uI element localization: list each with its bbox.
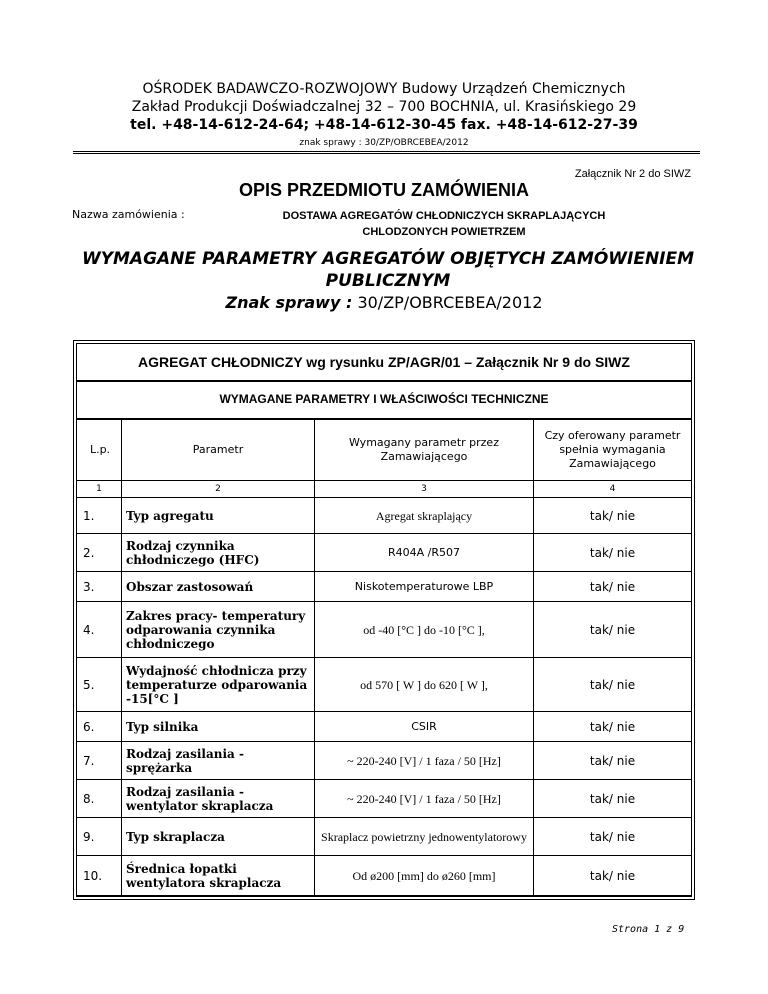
- row-parameter: Rodzaj czynnika chłodniczego (HFC): [122, 534, 315, 572]
- header-compliance: Czy oferowany parametr spełnia wymagania Zamawiającego: [534, 420, 692, 481]
- row-number: 6.: [77, 712, 122, 742]
- row-parameter: Średnica łopatki wentylatora skraplacza: [122, 856, 315, 896]
- row-required-value: od -40 [°C ] do -10 [°C ],: [315, 602, 534, 658]
- row-required-value: CSIR: [315, 712, 534, 742]
- col-number: 1: [77, 481, 122, 498]
- order-name-label: Nazwa zamówienia :: [72, 208, 185, 221]
- col-number: 3: [315, 481, 534, 498]
- params-section-title: WYMAGANE PARAMETRY I WŁAŚCIWOŚCI TECHNICZNE: [77, 382, 691, 419]
- header-line-institute: OŚRODEK BADAWCZO-ROZWOJOWY Budowy Urządzeń Chemicznych: [142, 81, 626, 97]
- row-number: 9.: [77, 818, 122, 856]
- row-number: 8.: [77, 780, 122, 818]
- main-title: WYMAGANE PARAMETRY AGREGATÓW OBJĘTYCH ZAMÓWIENIEM PUBLICZNYM: [81, 249, 695, 291]
- row-number: 3.: [77, 572, 122, 602]
- row-compliance: tak/ nie: [534, 498, 692, 534]
- header-lp: L.p.: [77, 420, 122, 481]
- table-row: [77, 602, 691, 658]
- page-number: Strona 1 z 9: [612, 924, 685, 935]
- row-number: 10.: [77, 856, 122, 896]
- table-row: [77, 856, 691, 896]
- row-parameter: Typ silnika: [122, 712, 315, 742]
- row-parameter: Rodzaj zasilania - wentylator skraplacza: [122, 780, 315, 818]
- table-row: [77, 742, 691, 780]
- order-name-value: DOSTAWA AGREGATÓW CHŁODNICZYCH SKRAPLAJĄCYCH CHLODZONYCH POWIETRZEM: [282, 210, 606, 238]
- row-compliance: tak/ nie: [534, 602, 692, 658]
- header-line-contact: tel. +48-14-612-24-64; +48-14-612-30-45 fax. +48-14-612-27-39: [130, 117, 638, 133]
- parameters-table: [77, 419, 691, 896]
- table-row: [77, 534, 691, 572]
- table-row: [77, 818, 691, 856]
- row-compliance: tak/ nie: [534, 742, 692, 780]
- row-parameter: Zakres pracy- temperatury odparowania czynnika chłodniczego: [122, 602, 315, 658]
- row-required-value: Agregat skraplający: [315, 498, 534, 534]
- row-number: 4.: [77, 602, 122, 658]
- row-compliance: tak/ nie: [534, 572, 692, 602]
- row-compliance: tak/ nie: [534, 658, 692, 712]
- row-required-value: Od ø200 [mm] do ø260 [mm]: [315, 856, 534, 896]
- table-row: [77, 658, 691, 712]
- row-number: 5.: [77, 658, 122, 712]
- row-required-value: ~ 220-240 [V] / 1 faza / 50 [Hz]: [315, 742, 534, 780]
- row-parameter: Obszar zastosowań: [122, 572, 315, 602]
- case-reference: [0, 293, 768, 312]
- row-number: 2.: [77, 534, 122, 572]
- case-reference-value: 30/ZP/OBRCEBEA/2012: [357, 293, 543, 312]
- row-required-value: ~ 220-240 [V] / 1 faza / 50 [Hz]: [315, 780, 534, 818]
- row-compliance: tak/ nie: [534, 818, 692, 856]
- row-compliance: tak/ nie: [534, 780, 692, 818]
- row-compliance: tak/ nie: [534, 534, 692, 572]
- col-number: 2: [122, 481, 315, 498]
- table-row: [77, 780, 691, 818]
- row-number: 1.: [77, 498, 122, 534]
- header-required: Wymagany parametr przez Zamawiającego: [315, 420, 534, 481]
- row-required-value: R404A /R507: [315, 534, 534, 572]
- row-parameter: Rodzaj zasilania - sprężarka: [122, 742, 315, 780]
- table-row: [77, 572, 691, 602]
- header-divider-2: [73, 153, 700, 154]
- header-divider: [73, 151, 700, 152]
- header-line-case-ref: znak sprawy : 30/ZP/OBRCEBEA/2012: [299, 138, 469, 148]
- row-compliance: tak/ nie: [534, 856, 692, 896]
- col-number: 4: [534, 481, 692, 498]
- row-required-value: Niskotemperaturowe LBP: [315, 572, 534, 602]
- case-reference-label: Znak sprawy :: [225, 293, 353, 312]
- table-row: [77, 498, 691, 534]
- header-parametr: Parametr: [122, 420, 315, 481]
- row-parameter: Wydajność chłodnicza przy temperaturze odparowania -15[°C ]: [122, 658, 315, 712]
- document-title: OPIS PRZEDMIOTU ZAMÓWIENIA: [239, 180, 529, 200]
- table-header-row: [77, 420, 691, 481]
- table-column-numbers: [77, 481, 691, 498]
- row-number: 7.: [77, 742, 122, 780]
- row-parameter: Typ agregatu: [122, 498, 315, 534]
- annex-label: Załącznik Nr 2 do SIWZ: [574, 168, 691, 180]
- table-row: [77, 712, 691, 742]
- row-required-value: Skraplacz powietrzny jednowentylatorowy: [315, 818, 534, 856]
- row-required-value: od 570 [ W ] do 620 [ W ],: [315, 658, 534, 712]
- parameters-box: [73, 340, 695, 900]
- row-parameter: Typ skraplacza: [122, 818, 315, 856]
- aggregate-title: AGREGAT CHŁODNICZY wg rysunku ZP/AGR/01 – Załącznik Nr 9 do SIWZ: [77, 344, 691, 382]
- header-line-address: Zakład Produkcji Doświadczalnej 32 – 700 BOCHNIA, ul. Krasińskiego 29: [131, 99, 637, 115]
- row-compliance: tak/ nie: [534, 712, 692, 742]
